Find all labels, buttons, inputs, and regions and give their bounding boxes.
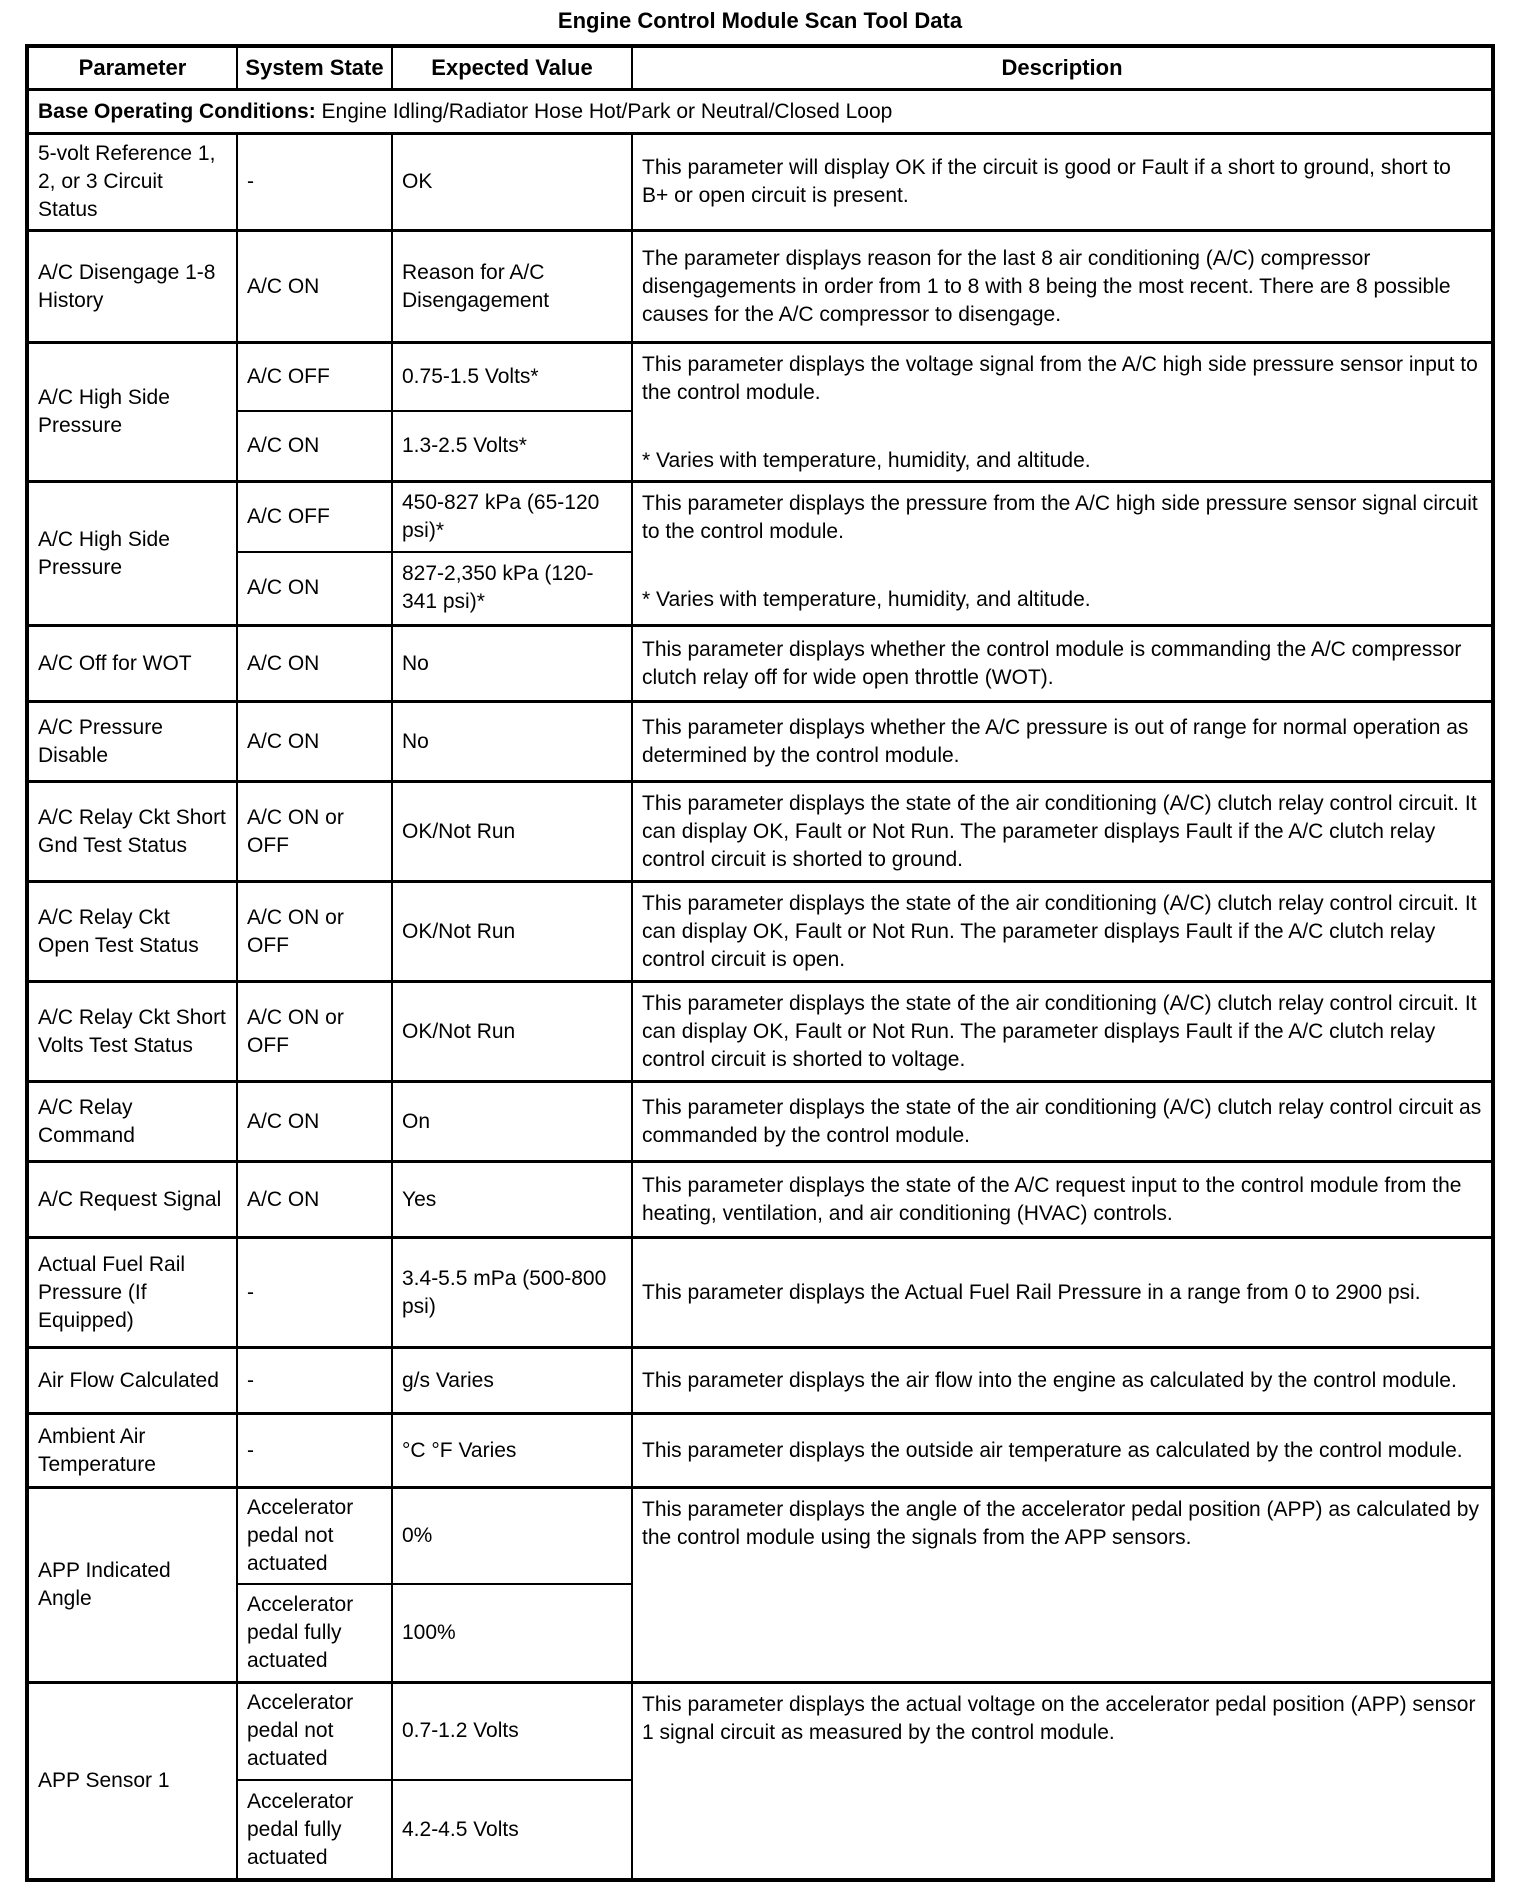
parameter-cell: A/C Disengage 1-8 History [27,231,237,343]
description-cell: This parameter displays the angle of the accelerator pedal position (APP) as calculated by the control module using the signals from the APP sensors. [632,1488,1493,1683]
scan-tool-data-table [25,44,1495,1882]
description-cell: This parameter displays whether the A/C pressure is out of range for normal operation as determined by the control module. [632,702,1493,782]
description-cell: This parameter displays the state of the air conditioning (A/C) clutch relay control circuit. It can display OK, Fault or Not Run. The parameter displays Fault if the A/C clutch relay control circuit is open. [632,882,1493,982]
expected-value-cell: No [392,702,632,782]
system-state-cell: A/C ON [237,552,392,626]
parameter-cell: A/C Pressure Disable [27,702,237,782]
description-cell: This parameter displays whether the control module is commanding the A/C compressor clutch relay off for wide open throttle (WOT). [632,626,1493,702]
table-row [27,1488,1493,1585]
expected-value-cell: 450-827 kPa (65-120 psi)* [392,482,632,552]
system-state-cell: A/C ON [237,231,392,343]
parameter-cell: A/C Request Signal [27,1162,237,1238]
parameter-cell: Actual Fuel Rail Pressure (If Equipped) [27,1238,237,1348]
system-state-cell: A/C OFF [237,343,392,411]
description-cell: This parameter displays the state of the air conditioning (A/C) clutch relay control circuit as commanded by the control module. [632,1082,1493,1162]
table-row [27,482,1493,552]
expected-value-cell: 1.3-2.5 Volts* [392,411,632,482]
table-row [27,782,1493,882]
expected-value-cell: OK/Not Run [392,882,632,982]
description-text: This parameter displays the pressure from the A/C high side pressure sensor signal circuit to the control module. [642,492,1478,543]
description-cell: This parameter displays the state of the A/C request input to the control module from the heating, ventilation, and air conditioning (HVAC) controls. [632,1162,1493,1238]
table-row [27,231,1493,343]
table-row [27,626,1493,702]
parameter-cell: Air Flow Calculated [27,1348,237,1414]
description-cell [632,482,1493,626]
description-cell: This parameter displays the actual voltage on the accelerator pedal position (APP) sensor 1 signal circuit as measured by the control module. [632,1682,1493,1880]
parameter-cell: 5-volt Reference 1, 2, or 3 Circuit Status [27,134,237,231]
system-state-cell: A/C ON [237,1082,392,1162]
parameter-cell: A/C Relay Ckt Short Gnd Test Status [27,782,237,882]
expected-value-cell: OK [392,134,632,231]
system-state-cell: A/C ON or OFF [237,982,392,1082]
description-cell: This parameter displays the outside air temperature as calculated by the control module. [632,1414,1493,1488]
system-state-cell: Accelerator pedal fully actuated [237,1584,392,1682]
system-state-cell: - [237,1238,392,1348]
table-row [27,1414,1493,1488]
column-header-system-state: System State [237,46,392,90]
expected-value-cell: 0.7-1.2 Volts [392,1682,632,1780]
column-header-parameter: Parameter [27,46,237,90]
column-header-expected-value: Expected Value [392,46,632,90]
system-state-cell: A/C ON [237,1162,392,1238]
page-title: Engine Control Module Scan Tool Data [557,8,963,33]
table-row [27,882,1493,982]
system-state-cell: A/C ON [237,702,392,782]
column-header-description: Description [632,46,1493,90]
system-state-cell: Accelerator pedal not actuated [237,1682,392,1780]
description-cell: This parameter displays the air flow into the engine as calculated by the control module. [632,1348,1493,1414]
table-row [27,134,1493,231]
description-cell: This parameter displays the state of the air conditioning (A/C) clutch relay control circuit. It can display OK, Fault or Not Run. The parameter displays Fault if the A/C clutch relay control circuit is shorted to voltage. [632,982,1493,1082]
expected-value-cell: Yes [392,1162,632,1238]
parameter-cell: APP Sensor 1 [27,1682,237,1880]
section-row [27,90,1493,134]
system-state-cell: A/C OFF [237,482,392,552]
expected-value-cell: 0.75-1.5 Volts* [392,343,632,411]
table-row [27,1162,1493,1238]
expected-value-cell: No [392,626,632,702]
parameter-cell: A/C High Side Pressure [27,343,237,482]
parameter-cell: Ambient Air Temperature [27,1414,237,1488]
system-state-cell: A/C ON [237,411,392,482]
description-footnote: * Varies with temperature, humidity, and altitude. [642,449,1091,472]
parameter-cell: A/C Relay Ckt Short Volts Test Status [27,982,237,1082]
expected-value-cell: 100% [392,1584,632,1682]
parameter-cell: A/C Relay Command [27,1082,237,1162]
table-row [27,982,1493,1082]
expected-value-cell: 3.4-5.5 mPa (500-800 psi) [392,1238,632,1348]
system-state-cell: A/C ON [237,626,392,702]
table-row [27,702,1493,782]
expected-value-cell: OK/Not Run [392,982,632,1082]
expected-value-cell: OK/Not Run [392,782,632,882]
section-header-bold: Base Operating Conditions: [38,99,316,123]
parameter-cell: A/C Relay Ckt Open Test Status [27,882,237,982]
expected-value-cell: g/s Varies [392,1348,632,1414]
system-state-cell: - [237,1414,392,1488]
description-footnote: * Varies with temperature, humidity, and altitude. [642,588,1091,611]
expected-value-cell: On [392,1082,632,1162]
section-header [27,90,1493,134]
expected-value-cell: 0% [392,1488,632,1585]
system-state-cell: A/C ON or OFF [237,882,392,982]
expected-value-cell: °C °F Varies [392,1414,632,1488]
expected-value-cell: 4.2-4.5 Volts [392,1780,632,1880]
system-state-cell: - [237,1348,392,1414]
parameter-cell: A/C High Side Pressure [27,482,237,626]
expected-value-cell: 827-2,350 kPa (120-341 psi)* [392,552,632,626]
system-state-cell: A/C ON or OFF [237,782,392,882]
description-cell: The parameter displays reason for the last 8 air conditioning (A/C) compressor disengagements in order from 1 to 8 with 8 being the most recent. There are 8 possible causes for the A/C compressor to disengage. [632,231,1493,343]
table-row [27,1082,1493,1162]
description-cell: This parameter displays the Actual Fuel Rail Pressure in a range from 0 to 2900 psi. [632,1238,1493,1348]
table-row [27,1348,1493,1414]
parameter-cell: APP Indicated Angle [27,1488,237,1683]
description-cell: This parameter will display OK if the circuit is good or Fault if a short to ground, short to B+ or open circuit is present. [632,134,1493,231]
table-row [27,343,1493,411]
system-state-cell: Accelerator pedal not actuated [237,1488,392,1585]
table-row [27,1682,1493,1780]
section-header-text: Engine Idling/Radiator Hose Hot/Park or Neutral/Closed Loop [315,99,893,123]
description-text: This parameter displays the voltage signal from the A/C high side pressure sensor input to the control module. [642,353,1478,404]
table-row [27,1238,1493,1348]
parameter-cell: A/C Off for WOT [27,626,237,702]
expected-value-cell: Reason for A/C Disengagement [392,231,632,343]
description-cell [632,343,1493,482]
header-row [27,46,1493,90]
system-state-cell: Accelerator pedal fully actuated [237,1780,392,1880]
description-cell: This parameter displays the state of the air conditioning (A/C) clutch relay control circuit. It can display OK, Fault or Not Run. The parameter displays Fault if the A/C clutch relay control circuit is shorted to ground. [632,782,1493,882]
system-state-cell: - [237,134,392,231]
